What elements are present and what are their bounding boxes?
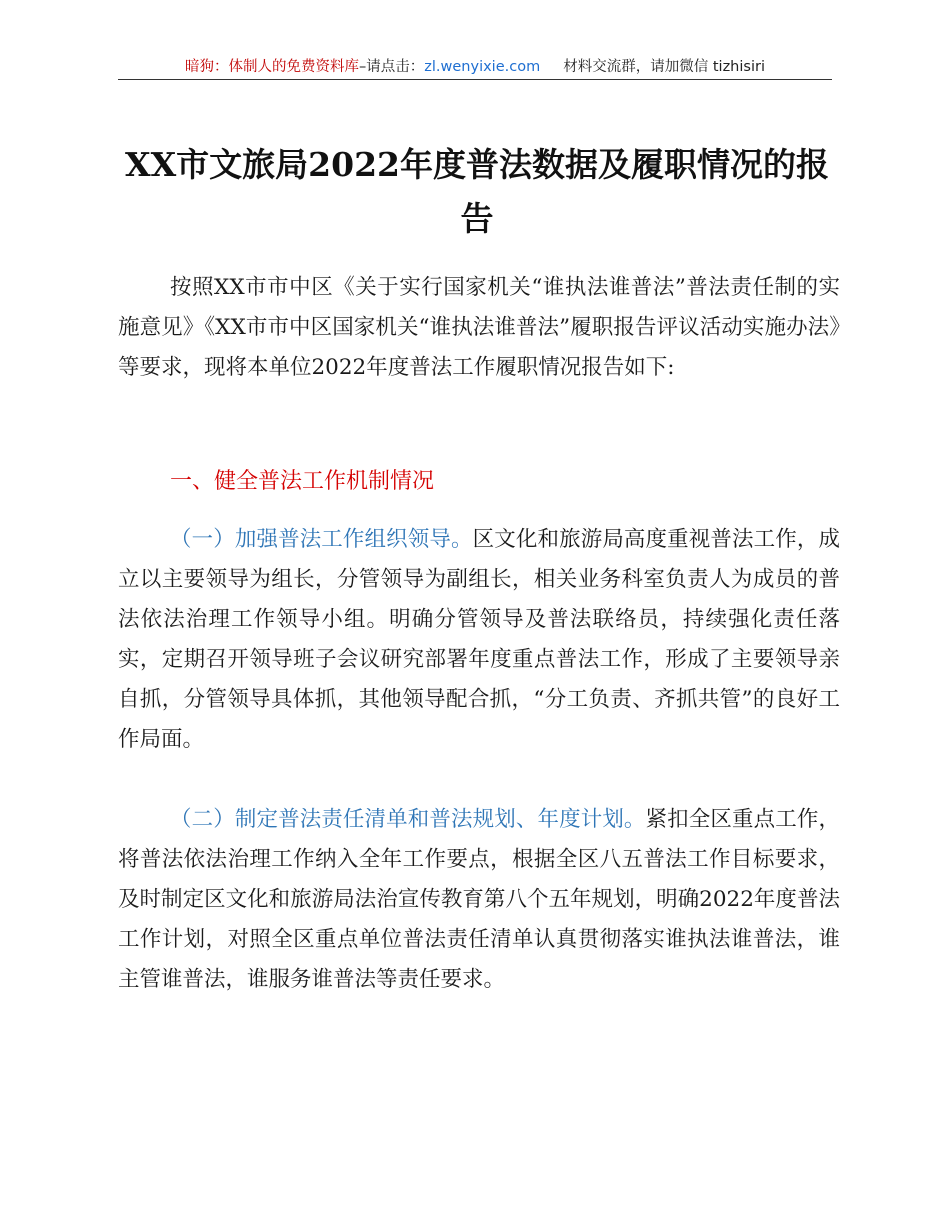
header-site-name: 暗狗：体制人的免费资料库: [185, 59, 360, 75]
section-heading-1: 一、健全普法工作机制情况: [170, 469, 435, 494]
header-spacer: [540, 59, 563, 75]
item-1-body: 区文化和旅游局高度重视普法工作，成立以主要领导为组长，分管领导为副组长，相关业务科室负责人为成员的普法依法治理工作领导小组。明确分管领导及普法联络员，持续强化责任落实，定期召开领导班子会议研究部署年度重点普法工作，形成了主要领导亲自抓，分管领导具体抓，其他领导配合抓，“分工负责、齐抓共管”的良好工作局面。: [118, 527, 840, 752]
item-2-heading: （二）制定普法责任清单和普法规划、年度计划。: [170, 807, 646, 832]
header-divider: [118, 79, 832, 80]
intro-paragraph: 按照XX市市中区《关于实行国家机关“谁执法谁普法”普法责任制的实施意见》《XX市市中区国家机关“谁执法谁普法”履职报告评议活动实施办法》等要求，现将本单位2022年度普法工作履职情况报告如下:: [118, 275, 840, 380]
header-group-text: 材料交流群，请加微信 tizhisiri: [563, 59, 765, 75]
item-2-body: 紧扣全区重点工作，将普法依法治理工作纳入全年工作要点，根据全区八五普法工作目标要求，及时制定区文化和旅游局法治宣传教育第八个五年规划，明确2022年度普法工作计划，对照全区重点单位普法责任清单认真贯彻落实谁执法谁普法，谁主管谁普法，谁服务谁普法等责任要求。: [118, 807, 840, 992]
item-1-heading: （一）加强普法工作组织领导。: [170, 527, 473, 552]
item-2-paragraph: [118, 800, 840, 1000]
page-header: [118, 56, 832, 80]
document-title: XX市文旅局2022年度普法数据及履职情况的报告: [124, 145, 830, 238]
item-1-paragraph: [118, 520, 840, 760]
header-url-link[interactable]: zl.wenyixie.com: [424, 59, 541, 75]
header-click-prompt: –请点击：: [359, 59, 425, 75]
